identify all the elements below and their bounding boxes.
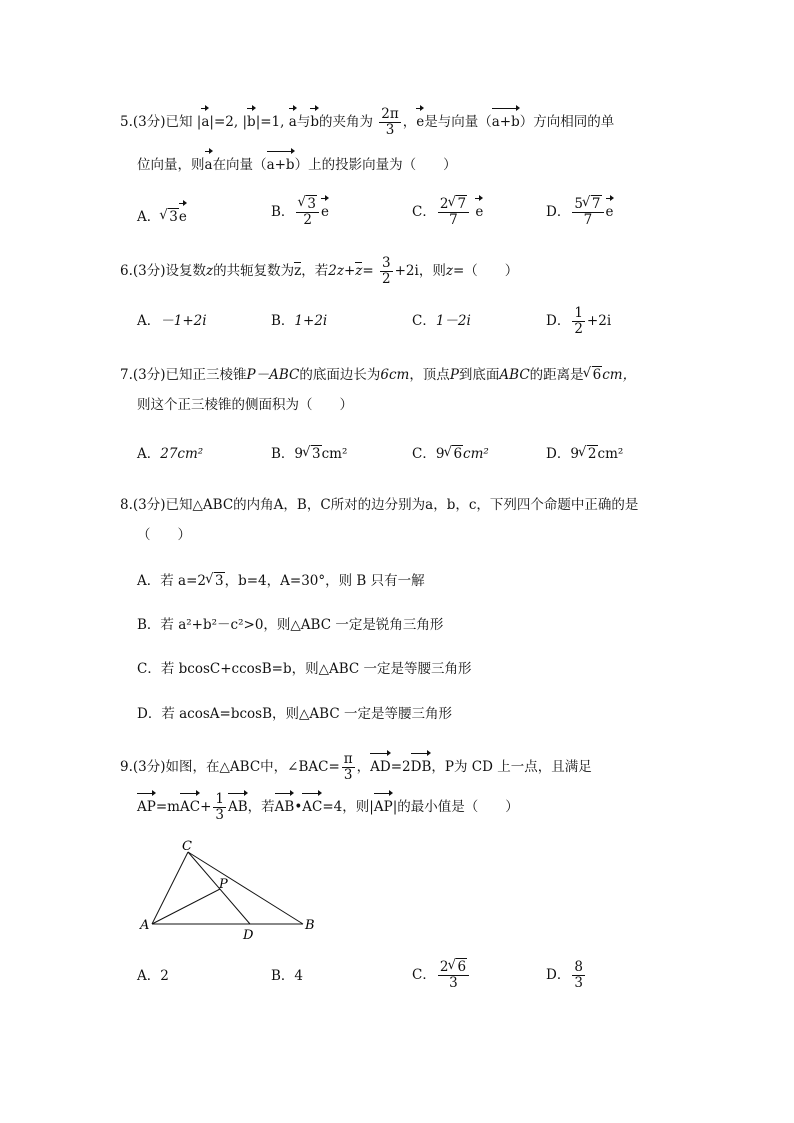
- coefficient: 9: [570, 446, 579, 462]
- q6-text: =（ ）: [452, 263, 519, 279]
- vec-a-plus-b: a+b: [492, 105, 520, 133]
- q9-text: ，若: [247, 799, 275, 815]
- q6-score: (3分): [132, 263, 166, 279]
- point-p: P: [449, 367, 459, 383]
- radicand: 3: [307, 196, 317, 212]
- equation: +2i，则: [394, 263, 446, 279]
- denominator: 2: [303, 212, 313, 228]
- q5-number: 5.: [120, 114, 133, 130]
- q9-option-c[interactable]: [412, 960, 471, 991]
- vec-a: a: [289, 105, 297, 133]
- option-text: 若 a²+b²－c²>0，则△ABC 一定是锐角三角形: [160, 617, 444, 633]
- q6-text: 的共轭复数为: [213, 263, 295, 279]
- q6-option-b[interactable]: [271, 310, 327, 332]
- q6-line-1: [120, 256, 518, 287]
- option-label: C．: [412, 446, 436, 462]
- option-text: cm²: [321, 446, 348, 462]
- q8-option-c[interactable]: [137, 658, 472, 680]
- label-a: A: [140, 918, 150, 933]
- q9-score: (3分): [132, 759, 166, 775]
- option-label: C．: [137, 661, 161, 677]
- q8-text: 已知△ABC的内角A，B，C所对的边分别为a，b，c，下列四个命题中正确的是: [165, 497, 639, 513]
- option-label: B．: [271, 446, 295, 462]
- vec-db: DB: [411, 750, 432, 778]
- radicand: 3: [312, 446, 321, 462]
- option-label: A．: [137, 968, 161, 984]
- sqrt: [584, 364, 603, 386]
- fraction: [572, 960, 585, 991]
- label-p: P: [219, 877, 228, 892]
- var-z: z: [445, 263, 453, 279]
- sqrt: [206, 570, 225, 592]
- q7-text: ，顶点: [409, 367, 450, 383]
- q7-text: 的底面边长为: [299, 367, 381, 383]
- q9-text: 的最小值是（ ）: [397, 799, 519, 815]
- option-label: B．: [271, 313, 295, 329]
- q7-score: (3分): [132, 367, 166, 383]
- numerator: 3: [382, 255, 391, 271]
- radicand: 2: [587, 446, 597, 462]
- option-text: cm²: [463, 446, 489, 462]
- fraction: [342, 752, 355, 783]
- q7-text: 则这个正三棱锥的侧面积为（ ）: [137, 397, 353, 413]
- numerator: 8: [574, 959, 583, 975]
- option-label: C．: [412, 967, 436, 983]
- vec-e: e: [179, 200, 187, 228]
- q9-option-d[interactable]: [546, 960, 587, 991]
- equation: +: [200, 799, 212, 815]
- q5-text: 是与向量: [424, 114, 479, 130]
- q9-text: ，: [356, 759, 371, 775]
- option-text: cm²: [597, 446, 624, 462]
- coefficient: 5: [574, 196, 583, 212]
- fraction: [296, 197, 319, 228]
- q9-line-2: AP=mAC+ $\frac{1}{3}$ AB，若AB•AC=4，则|AP|的最小值是（ ）: [137, 791, 519, 823]
- q9-number: 9.: [120, 759, 133, 775]
- q9-option-a[interactable]: [137, 965, 169, 987]
- q6-text: 设复数: [165, 263, 207, 279]
- edge-ac: [152, 852, 188, 924]
- label-c: C: [182, 839, 192, 854]
- q8-line-2: [137, 524, 191, 546]
- coefficient: 9: [435, 446, 445, 462]
- unit: cm，: [602, 367, 637, 383]
- q7-number: 7.: [120, 367, 133, 383]
- q7-line-2: [137, 394, 353, 416]
- q5-text: 位向量，则: [137, 157, 205, 173]
- option-text: 1－2i: [435, 313, 471, 329]
- q8-option-d[interactable]: [137, 703, 452, 725]
- sqrt: [303, 443, 322, 465]
- q7-option-c[interactable]: [412, 443, 489, 465]
- equation: =m: [155, 799, 180, 815]
- vec-e: e: [606, 195, 614, 223]
- option-label: A．: [137, 209, 161, 225]
- q9-text: =4，则: [322, 799, 370, 815]
- option-text: +2i: [586, 313, 612, 329]
- option-text: 1+2i: [294, 313, 328, 329]
- q5-text: 上的投影向量为（ ）: [308, 157, 457, 173]
- radicand: 3: [215, 573, 224, 589]
- plane-abc: ABC: [499, 367, 530, 383]
- q9-option-b[interactable]: [271, 965, 303, 987]
- q5-text: 方向相同的单: [533, 114, 615, 130]
- fraction: [572, 306, 585, 337]
- q8-score: (3分): [132, 497, 166, 513]
- vec-e: e: [321, 195, 329, 223]
- equation: 2z+: [328, 263, 356, 279]
- numerator: π: [343, 751, 353, 767]
- radicand: 6: [592, 367, 602, 383]
- denominator: 3: [574, 975, 583, 991]
- q5-text: =1,: [260, 114, 285, 130]
- q5-option-a[interactable]: [137, 200, 187, 228]
- vec-ap: AP: [137, 790, 156, 818]
- denominator: 3: [343, 767, 353, 783]
- radicand: 6: [453, 446, 463, 462]
- q9-text: ，P为 CD 上一点，且满足: [431, 759, 592, 775]
- option-label: D．: [137, 706, 162, 722]
- coefficient: 2: [439, 196, 449, 212]
- sqrt: [160, 206, 179, 228]
- var-z: z: [206, 263, 214, 279]
- option-text: ，b=4，A=30°，则 B 只有一解: [224, 573, 425, 589]
- vec-e: e: [475, 195, 483, 223]
- q5-option-d[interactable]: [546, 195, 614, 228]
- option-label: D．: [546, 967, 571, 983]
- q7-option-a[interactable]: [137, 443, 203, 465]
- denominator: 3: [385, 122, 395, 138]
- denominator: 2: [382, 271, 391, 287]
- label-d: D: [243, 928, 254, 943]
- numerator: 1: [215, 791, 224, 807]
- sqrt: [579, 443, 598, 465]
- q9-line-1: [120, 750, 592, 783]
- q8-number: 8.: [120, 497, 133, 513]
- denominator: 7: [449, 212, 458, 228]
- q6-option-a[interactable]: [137, 310, 207, 332]
- vec-ad: AD: [370, 750, 391, 778]
- q6-option-d[interactable]: [546, 306, 611, 337]
- vec-ab: AB: [275, 790, 295, 818]
- q7-option-d[interactable]: [546, 443, 623, 465]
- radicand: 7: [457, 196, 467, 212]
- q5-score: (3分): [132, 114, 166, 130]
- q5-text: 已知: [165, 114, 193, 130]
- q8-line-1: [120, 494, 638, 516]
- vec-e: e: [416, 105, 424, 133]
- denominator: 3: [449, 975, 458, 991]
- q5-text: 在向量: [212, 157, 254, 173]
- conjugate-z: z: [294, 263, 302, 279]
- option-text: 27cm²: [160, 446, 204, 462]
- q6-text: ，若: [301, 263, 329, 279]
- option-label: C．: [412, 313, 436, 329]
- conjugate-z: z: [355, 263, 363, 279]
- q6-number: 6.: [120, 263, 133, 279]
- radicand: 3: [169, 209, 178, 225]
- q7-text: 到底面: [458, 367, 500, 383]
- coefficient: 2: [439, 959, 449, 975]
- option-label: D．: [546, 204, 571, 220]
- q5-option-c[interactable]: [412, 195, 483, 228]
- q5-line-2: 位向量，则a在向量（a+b）上的投影向量为（ ）: [137, 148, 457, 176]
- vec-a: a: [201, 105, 209, 133]
- pyramid-name: P－ABC: [246, 367, 300, 383]
- q6-option-c[interactable]: [412, 310, 471, 332]
- fraction: [572, 197, 603, 228]
- vec-ap: AP: [374, 790, 393, 818]
- option-text: 若 a=2: [160, 573, 206, 589]
- option-label: A．: [137, 313, 161, 329]
- q8-text: （ ）: [137, 527, 191, 543]
- vec-ac: AC: [302, 790, 322, 818]
- denominator: 7: [583, 212, 593, 228]
- edge-cb: [188, 852, 303, 924]
- denominator: 3: [215, 807, 224, 823]
- q7-text: 已知正三棱锥: [165, 367, 247, 383]
- option-label: B．: [271, 204, 295, 220]
- q5-text: =2,: [213, 114, 239, 130]
- q8-option-a[interactable]: [137, 570, 425, 592]
- vec-a-plus-b: a+b: [267, 148, 295, 176]
- fraction: [438, 960, 469, 991]
- option-label: B．: [137, 617, 161, 633]
- numerator: 2π: [381, 106, 399, 122]
- vec-b: b: [310, 105, 319, 133]
- q9-text: 如图，在△ABC中，∠BAC=: [165, 759, 340, 775]
- numerator: 1: [574, 305, 583, 321]
- q5-line-1: 5.(3分)已知 |a|=2, |b|=1, a与b的夹角为 $\frac{2\pi}{3}$ ，e是与向量（a+b）方向相同的单: [120, 106, 615, 138]
- label-b: B: [305, 918, 315, 933]
- equation: =2: [390, 759, 411, 775]
- option-label: B．: [271, 968, 295, 984]
- triangle-figure: [130, 838, 330, 946]
- denominator: 2: [574, 321, 583, 337]
- option-label: C．: [412, 204, 436, 220]
- equation: =: [362, 263, 374, 279]
- q7-text: 的距离是: [529, 367, 584, 383]
- radicand: 6: [457, 959, 467, 975]
- option-label: A．: [137, 446, 161, 462]
- vec-ab: AB: [228, 790, 248, 818]
- q7-option-b[interactable]: [271, 443, 347, 465]
- option-text: 2: [160, 968, 169, 984]
- length: 6cm: [380, 367, 410, 383]
- q8-option-b[interactable]: [137, 614, 443, 636]
- option-text: 若 bcosC+ccosB=b，则△ABC 一定是等腰三角形: [160, 661, 472, 677]
- option-text: －1+2i: [160, 313, 207, 329]
- vec-ac: AC: [180, 790, 200, 818]
- vec-a: a: [205, 148, 213, 176]
- q7-line-1: [120, 364, 636, 386]
- fraction: [380, 256, 393, 287]
- radicand: 7: [591, 196, 601, 212]
- coefficient: 9: [294, 446, 304, 462]
- option-label: D．: [546, 313, 571, 329]
- q5-option-b[interactable]: [271, 195, 329, 228]
- fraction: [379, 107, 400, 138]
- q5-text: 与: [296, 114, 311, 130]
- q5-text: 的夹角为: [318, 114, 373, 130]
- dot-operator: •: [294, 799, 303, 815]
- sqrt: [444, 443, 463, 465]
- option-text: 若 acosA=bcosB，则△ABC 一定是等腰三角形: [161, 706, 452, 722]
- option-text: 4: [294, 968, 304, 984]
- fraction: [213, 792, 226, 823]
- segment-ap: [152, 889, 220, 924]
- option-label: A．: [137, 573, 161, 589]
- option-label: D．: [546, 446, 571, 462]
- fraction: [438, 197, 469, 228]
- vec-b: b: [247, 105, 256, 133]
